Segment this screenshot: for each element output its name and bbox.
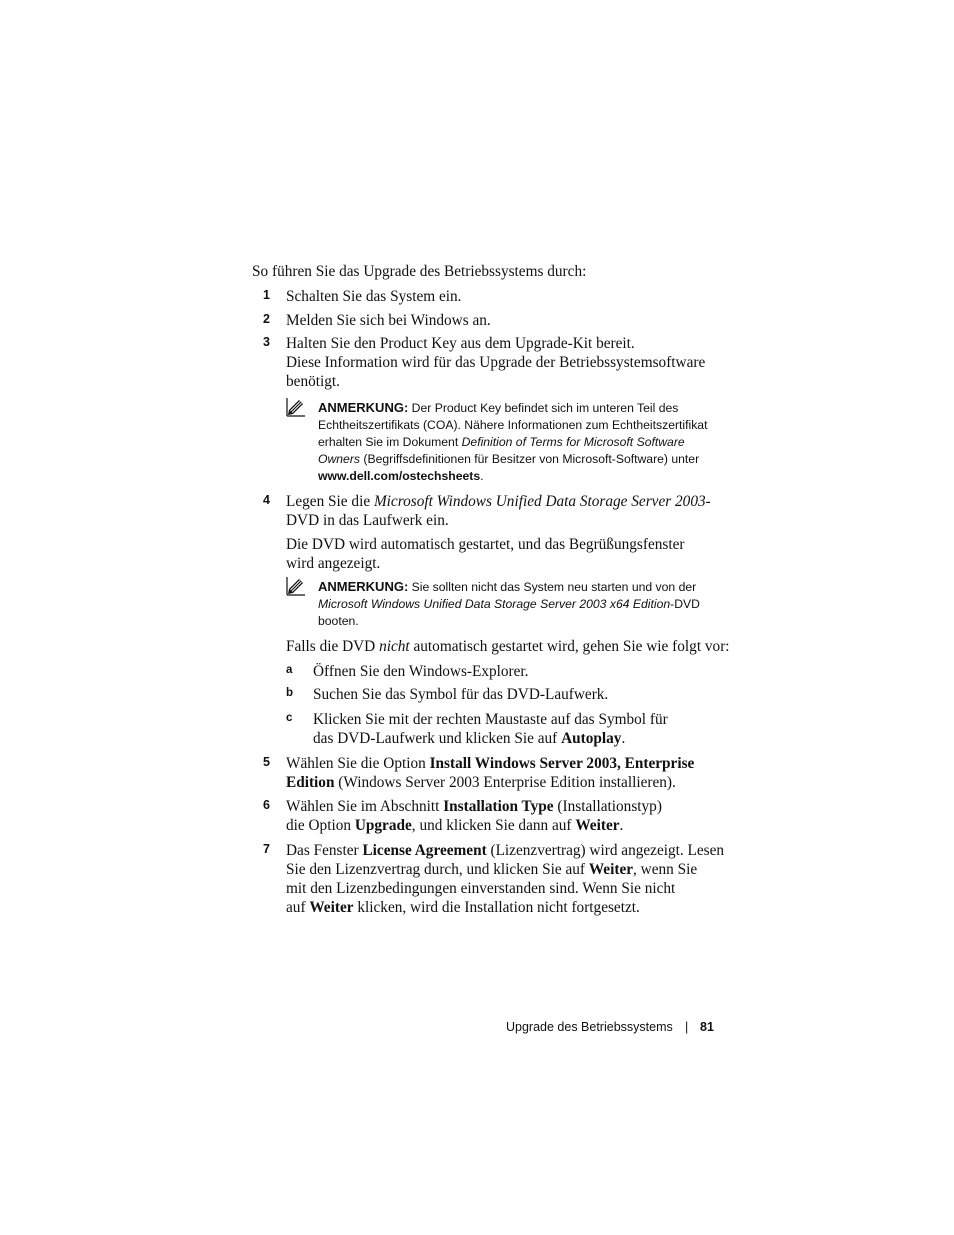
step-text-part: Sie den Lizenzvertrag durch, und klicken Sie auf — [286, 861, 589, 878]
step-line: Die DVD wird automatisch gestartet, und das Begrüßungsfenster — [286, 536, 685, 553]
ui-option: Installation Type — [443, 798, 554, 815]
step-line: Halten Sie den Product Key aus dem Upgrade-Kit bereit. — [286, 335, 635, 352]
note-pencil-icon — [286, 397, 306, 417]
step-text-part: , und klicken Sie dann auf — [411, 817, 576, 834]
substep-line: Klicken Sie mit der rechten Maustaste auf das Symbol für — [313, 711, 668, 728]
step-text-part: (Windows Server 2003 Enterprise Edition installieren). — [334, 774, 676, 791]
note-text: . — [480, 469, 484, 483]
step-text-part: . — [619, 817, 624, 834]
step-number: 1 — [263, 288, 270, 302]
step-text: Schalten Sie das System ein. — [286, 288, 462, 305]
step-number: 6 — [263, 798, 270, 812]
page-number: 81 — [700, 1020, 714, 1034]
note-box — [318, 399, 733, 485]
step-line: wird angezeigt. — [286, 555, 381, 572]
step-text-part: , wenn Sie — [633, 861, 698, 878]
step-text — [286, 492, 736, 530]
substep-letter: a — [286, 664, 293, 676]
url-link[interactable]: www.dell.com/ostechsheets — [318, 469, 481, 483]
step-line: benötigt. — [286, 373, 340, 390]
substep-text-part: das DVD-Laufwerk und klicken Sie auf — [313, 730, 562, 747]
ui-option: License Agreement — [362, 842, 487, 859]
ui-option: Install Windows Server 2003, Enterprise — [429, 755, 695, 772]
step-line: DVD in das Laufwerk ein. — [286, 512, 449, 529]
step-text — [286, 797, 736, 835]
step-text-part: - — [705, 493, 711, 510]
document-title: Owners — [318, 452, 360, 466]
step-text-part: (Lizenzvertrag) wird angezeigt. Lesen — [486, 842, 725, 859]
substep-letter: c — [286, 712, 293, 724]
note-box — [318, 578, 733, 630]
step-paragraph — [286, 637, 746, 656]
note-pencil-icon — [286, 576, 306, 596]
note-label: ANMERKUNG: — [318, 579, 409, 594]
step-text: Melden Sie sich bei Windows an. — [286, 312, 491, 329]
product-name: Microsoft Windows Unified Data Storage Server 2003 — [373, 493, 706, 510]
emphasis: nicht — [379, 638, 410, 655]
step-text-part: Falls die DVD — [286, 638, 380, 655]
ui-option: Autoplay — [561, 730, 622, 747]
note-label: ANMERKUNG: — [318, 400, 409, 415]
footer-separator: | — [685, 1020, 689, 1034]
step-number: 2 — [263, 312, 270, 326]
product-name: Microsoft Windows Unified Data Storage Server 2003 x64 Edition — [318, 597, 671, 611]
step-text-part: Das Fenster — [286, 842, 363, 859]
step-text-part: klicken, wird die Installation nicht fortgesetzt. — [353, 899, 640, 916]
ui-option: Edition — [286, 774, 335, 791]
substep-text-part: . — [621, 730, 626, 747]
note-text: booten. — [318, 614, 359, 628]
step-text — [286, 754, 736, 792]
substep-text: Suchen Sie das Symbol für das DVD-Laufwerk. — [313, 686, 609, 703]
step-text — [286, 334, 736, 391]
intro-text: So führen Sie das Upgrade des Betriebssystems durch: — [252, 263, 587, 280]
ui-option: Weiter — [575, 817, 620, 834]
step-text-part: automatisch gestartet wird, gehen Sie wie folgt vor: — [409, 638, 730, 655]
step-number: 4 — [263, 493, 270, 507]
ui-option: Upgrade — [354, 817, 412, 834]
note-text: (Begriffsdefinitionen für Besitzer von Microsoft-Software) unter — [360, 452, 700, 466]
ui-option: Weiter — [588, 861, 634, 878]
step-text-part: auf — [286, 899, 310, 916]
step-text-part: die Option — [286, 817, 355, 834]
step-text-part: Legen Sie die — [286, 493, 374, 510]
footer-section-title: Upgrade des Betriebssystems — [506, 1020, 673, 1034]
step-text-part: Wählen Sie im Abschnitt — [286, 798, 444, 815]
ui-option: Weiter — [309, 899, 354, 916]
note-text: Echtheitszertifikats (COA). Nähere Informationen zum Echtheitszertifikat — [318, 418, 708, 432]
document-title: Definition of Terms for Microsoft Software — [461, 435, 685, 449]
substep-letter: b — [286, 687, 294, 699]
note-text: erhalten Sie im Dokument — [318, 435, 462, 449]
step-text-part: Wählen Sie die Option — [286, 755, 430, 772]
note-text: -DVD — [670, 597, 700, 611]
step-line: Diese Information wird für das Upgrade der Betriebssystemsoftware — [286, 354, 706, 371]
substep-text — [313, 710, 733, 748]
step-text — [286, 841, 746, 917]
step-number: 5 — [263, 755, 270, 769]
step-paragraph — [286, 535, 736, 573]
note-text: Sie sollten nicht das System neu starten und von der — [408, 580, 697, 594]
note-text: Der Product Key befindet sich im unteren Teil des — [408, 401, 679, 415]
step-line: mit den Lizenzbedingungen einverstanden sind. Wenn Sie nicht — [286, 880, 676, 897]
step-text-part: (Installationstyp) — [553, 798, 662, 815]
step-number: 3 — [263, 335, 270, 349]
step-number: 7 — [263, 842, 270, 856]
substep-text: Öffnen Sie den Windows-Explorer. — [313, 663, 529, 680]
